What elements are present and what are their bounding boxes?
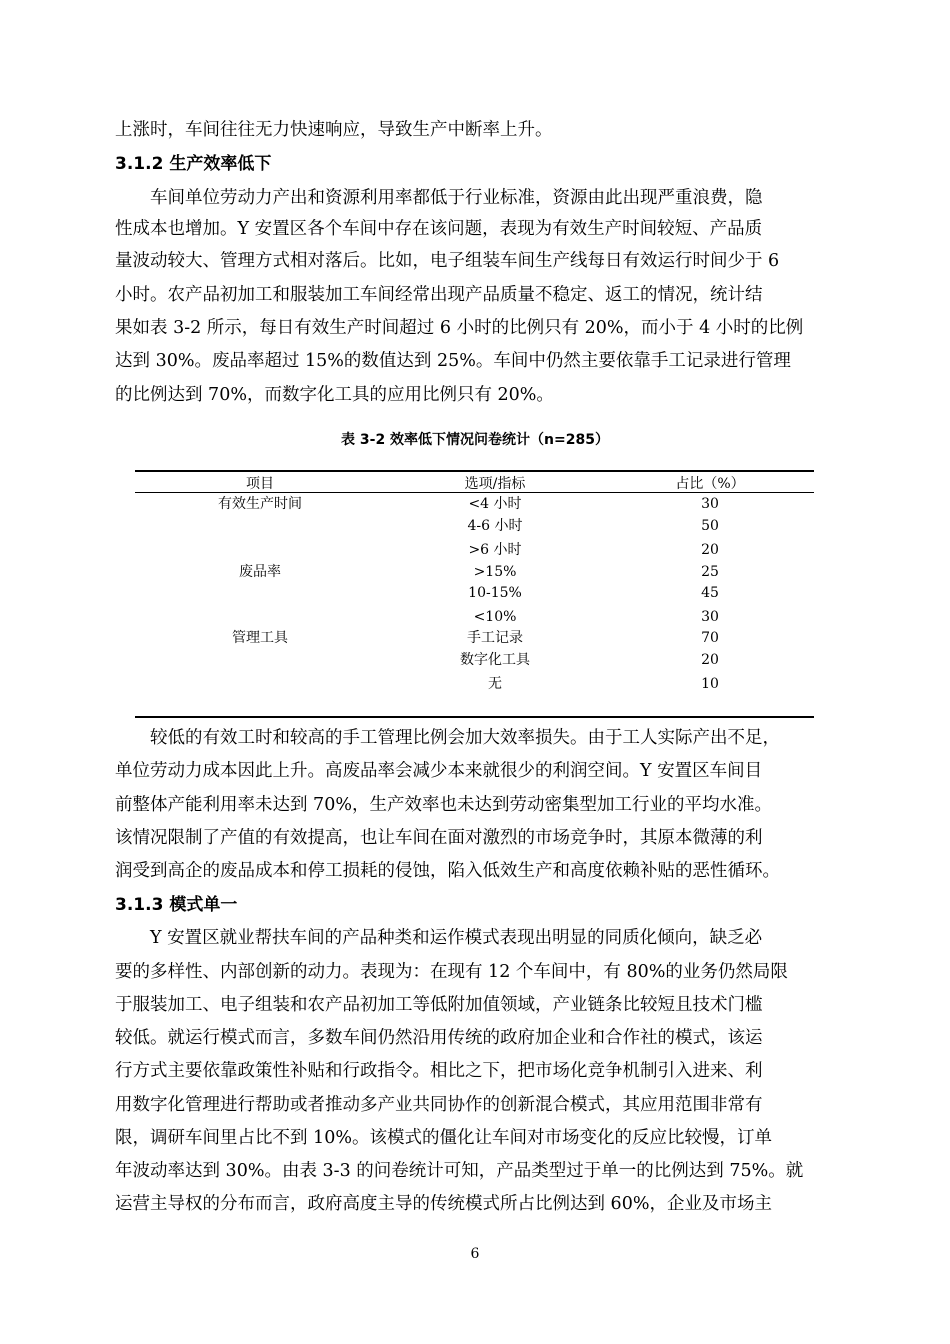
table-cell: 10-15% bbox=[468, 585, 522, 601]
paragraph-line: 限，调研车间里占比不到 10%。该模式的僵化让车间对市场变化的反应比较慢，订单 bbox=[115, 1128, 772, 1148]
table-cell: 管理工具 bbox=[232, 630, 288, 646]
table-caption: 表 3-2 效率低下情况问卷统计（n=285） bbox=[341, 432, 609, 448]
table-cell: 10 bbox=[701, 676, 719, 692]
table-cell: >6 小时 bbox=[468, 542, 522, 558]
table-cell: 4-6 小时 bbox=[467, 518, 523, 534]
table-cell: 手工记录 bbox=[467, 630, 523, 646]
table-cell: 20 bbox=[701, 652, 719, 668]
paragraph-line: 的比例达到 70%，而数字化工具的应用比例只有 20%。 bbox=[115, 385, 554, 405]
paragraph-line: 前整体产能利用率未达到 70%，生产效率也未达到劳动密集型加工行业的平均水准。 bbox=[115, 795, 772, 815]
paragraph-line: 车间单位劳动力产出和资源利用率都低于行业标准，资源由此出现严重浪费，隐 bbox=[150, 188, 763, 208]
table-cell: <4 小时 bbox=[468, 496, 522, 512]
table-cell: 50 bbox=[701, 518, 719, 534]
paragraph-line: 行方式主要依靠政策性补贴和行政指令。相比之下，把市场化竞争机制引入进来、利 bbox=[115, 1061, 763, 1081]
paragraph-line: 用数字化管理进行帮助或者推动多产业共同协作的创新混合模式，其应用范围非常有 bbox=[115, 1095, 763, 1115]
paragraph-line: 上涨时，车间往往无力快速响应，导致生产中断率上升。 bbox=[115, 120, 553, 140]
paragraph-line: 年波动率达到 30%。由表 3-3 的问卷统计可知，产品类型过于单一的比例达到 75%。就 bbox=[115, 1161, 804, 1181]
section-heading-3-1-2: 3.1.2 生产效率低下 bbox=[115, 154, 272, 174]
paragraph-line: 单位劳动力成本因此上升。高废品率会减少本来就很少的利润空间。Y 安置区车间目 bbox=[115, 761, 763, 781]
table-cell: 25 bbox=[701, 564, 719, 580]
page-number: 6 bbox=[470, 1246, 480, 1262]
table-header-cell: 项目 bbox=[246, 476, 274, 492]
table-cell: 30 bbox=[701, 609, 719, 625]
paragraph-line: 较低。就运行模式而言，多数车间仍然沿用传统的政府加企业和合作社的模式，该运 bbox=[115, 1028, 763, 1048]
table-cell: 有效生产时间 bbox=[218, 496, 302, 512]
table-cell: 30 bbox=[701, 496, 719, 512]
table-header-cell: 选项/指标 bbox=[464, 476, 526, 492]
paragraph-line: Y 安置区就业帮扶车间的产品种类和运作模式表现出明显的同质化倾向，缺乏必 bbox=[150, 928, 763, 948]
table-cell: 废品率 bbox=[239, 564, 281, 580]
paragraph-line: 小时。农产品初加工和服装加工车间经常出现产品质量不稳定、返工的情况，统计结 bbox=[115, 285, 763, 305]
paragraph-line: 运营主导权的分布而言，政府高度主导的传统模式所占比例达到 60%，企业及市场主 bbox=[115, 1194, 772, 1214]
table-bottom-rule bbox=[135, 716, 814, 718]
table-top-rule bbox=[135, 470, 814, 472]
table-cell: 70 bbox=[701, 630, 719, 646]
paragraph-line: 于服装加工、电子组装和农产品初加工等低附加值领域，产业链条比较短且技术门槛 bbox=[115, 995, 763, 1015]
table-cell: 45 bbox=[701, 585, 719, 601]
section-heading-3-1-3: 3.1.3 模式单一 bbox=[115, 895, 238, 915]
table-header-cell: 占比（%） bbox=[675, 476, 745, 492]
table-cell: >15% bbox=[473, 564, 517, 580]
table-cell: <10% bbox=[473, 609, 517, 625]
paragraph-line: 较低的有效工时和较高的手工管理比例会加大效率损失。由于工人实际产出不足， bbox=[150, 728, 780, 748]
paragraph-line: 该情况限制了产值的有效提高，也让车间在面对激烈的市场竞争时，其原本微薄的利 bbox=[115, 828, 763, 848]
table-cell: 20 bbox=[701, 542, 719, 558]
paragraph-line: 要的多样性、内部创新的动力。表现为：在现有 12 个车间中，有 80%的业务仍然局限 bbox=[115, 962, 788, 982]
table-header-rule bbox=[135, 492, 814, 493]
paragraph-line: 性成本也增加。Y 安置区各个车间中存在该问题，表现为有效生产时间较短、产品质 bbox=[115, 219, 763, 239]
paragraph-line: 果如表 3-2 所示，每日有效生产时间超过 6 小时的比例只有 20%，而小于 4 小时的比例 bbox=[115, 318, 804, 338]
paragraph-line: 达到 30%。废品率超过 15%的数值达到 25%。车间中仍然主要依靠手工记录进行管理 bbox=[115, 351, 791, 371]
paragraph-line: 量波动较大、管理方式相对落后。比如，电子组装车间生产线每日有效运行时间少于 6 bbox=[115, 251, 780, 271]
paragraph-line: 润受到高企的废品成本和停工损耗的侵蚀，陷入低效生产和高度依赖补贴的恶性循环。 bbox=[115, 861, 780, 881]
table-cell: 数字化工具 bbox=[460, 652, 530, 668]
table-cell: 无 bbox=[488, 676, 502, 692]
